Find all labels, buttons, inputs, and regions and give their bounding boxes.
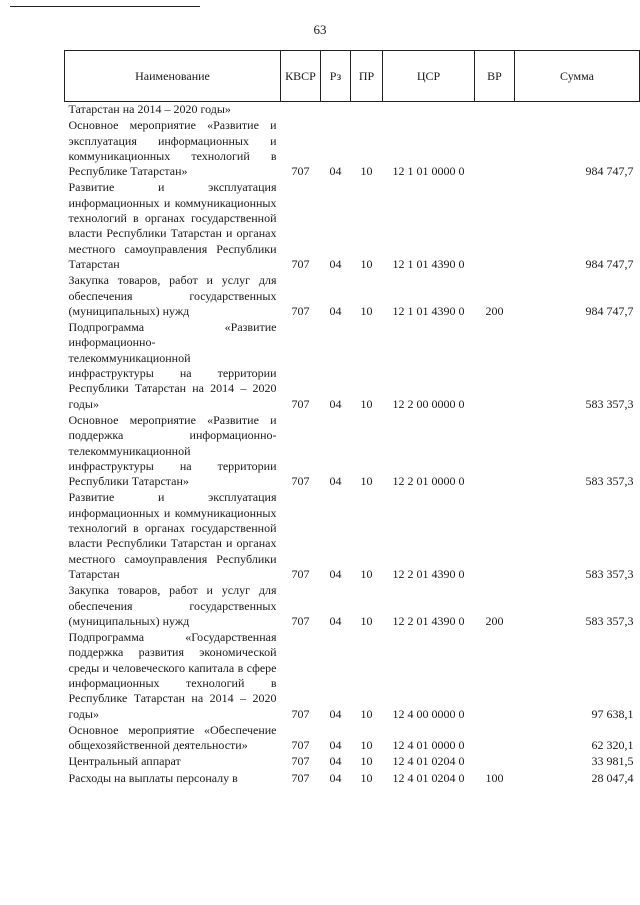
row-rz: 04	[329, 303, 342, 318]
row-csr: 12 1 01 0000 0	[392, 164, 465, 179]
table-row	[65, 118, 640, 180]
row-sum: 583 357,3	[585, 396, 634, 411]
row-kvsr: 707	[291, 256, 310, 271]
row-csr: 12 2 00 0000 0	[392, 396, 465, 411]
column-header-name: Наименование	[65, 51, 281, 102]
column-header-pr: ПР	[351, 51, 383, 102]
row-kvsr: 707	[291, 566, 310, 581]
budget-table-container	[64, 50, 639, 787]
row-sum: 97 638,1	[591, 706, 634, 721]
table-row	[65, 490, 640, 583]
row-name: Развитие и эксплуатация информационных и коммуникационных технологий в органах государственной власти Республики Татарстан и органах местного самоуправления Республики Татарстан	[68, 490, 277, 581]
column-header-csr: ЦСР	[383, 51, 475, 102]
row-name: Татарстан на 2014 – 2020 годы»	[68, 102, 231, 116]
row-vr	[475, 490, 515, 583]
row-csr: 12 2 01 4390 0	[392, 613, 465, 628]
row-pr: 10	[360, 613, 373, 628]
row-vr	[475, 413, 515, 490]
table-body	[65, 102, 640, 788]
row-rz: 04	[329, 613, 342, 628]
table-row	[65, 320, 640, 413]
row-sum: 28 047,4	[591, 770, 634, 785]
table-row	[65, 583, 640, 630]
row-kvsr: 707	[291, 770, 310, 785]
row-csr: 12 1 01 4390 0	[392, 256, 465, 271]
column-header-kvsr: КВСР	[281, 51, 321, 102]
table-row	[65, 273, 640, 320]
row-csr: 12 4 01 0000 0	[392, 738, 465, 753]
table-header-row	[65, 51, 640, 102]
row-rz: 04	[329, 396, 342, 411]
budget-table	[64, 50, 640, 787]
row-rz: 04	[329, 566, 342, 581]
row-vr	[475, 630, 515, 723]
row-kvsr: 707	[291, 303, 310, 318]
row-sum: 583 357,3	[585, 613, 634, 628]
table-row	[65, 180, 640, 273]
row-rz: 04	[329, 754, 342, 769]
row-name: Основное мероприятие «Развитие и эксплуатация информационных и коммуникационных технологий в Республике Татарстан»	[68, 118, 277, 179]
column-header-rz: Рз	[321, 51, 351, 102]
table-row	[65, 413, 640, 490]
row-kvsr	[281, 102, 321, 119]
row-kvsr: 707	[291, 474, 310, 489]
row-vr	[475, 102, 515, 119]
page-number: 63	[313, 22, 327, 37]
table-row	[65, 771, 640, 787]
row-pr: 10	[360, 303, 373, 318]
row-name: Закупка товаров, работ и услуг для обеспечения государственных (муниципальных) нужд	[68, 273, 277, 318]
row-name: Подпрограмма «Развитие информационно-телекоммуникационной инфраструктуры на территории Республики Татарстан на 2014 – 2020 годы»	[68, 320, 277, 411]
row-vr: 200	[485, 613, 504, 628]
table-row	[65, 102, 640, 119]
row-rz: 04	[329, 770, 342, 785]
row-csr: 12 4 01 0204 0	[392, 770, 465, 785]
row-name: Подпрограмма «Государственная поддержка развития экономической среды и человеческого капитала в сфере информационных технологий в Республике Татарстан на 2014 – 2020 годы»	[68, 630, 277, 721]
row-name: Основное мероприятие «Развитие и поддержка информационно-телекоммуникационной инфраструктуры на территории Республики Татарстан»	[68, 412, 277, 489]
row-sum: 62 320,1	[591, 738, 634, 753]
column-header-vr: ВР	[475, 51, 515, 102]
row-vr	[475, 723, 515, 755]
row-pr	[351, 102, 383, 119]
row-sum: 984 747,7	[585, 303, 634, 318]
row-csr: 12 2 01 4390 0	[392, 566, 465, 581]
table-row	[65, 754, 640, 770]
row-kvsr: 707	[291, 613, 310, 628]
row-kvsr: 707	[291, 396, 310, 411]
row-rz: 04	[329, 738, 342, 753]
row-vr: 100	[485, 770, 504, 785]
row-rz: 04	[329, 474, 342, 489]
table-row	[65, 630, 640, 723]
row-pr: 10	[360, 770, 373, 785]
row-pr: 10	[360, 566, 373, 581]
row-csr: 12 1 01 4390 0	[392, 303, 465, 318]
row-rz: 04	[329, 706, 342, 721]
row-kvsr: 707	[291, 738, 310, 753]
row-vr	[475, 180, 515, 273]
row-pr: 10	[360, 164, 373, 179]
header-rule	[10, 6, 200, 7]
row-pr: 10	[360, 474, 373, 489]
row-csr: 12 4 01 0204 0	[392, 754, 465, 769]
row-sum: 583 357,3	[585, 474, 634, 489]
row-csr: 12 4 00 0000 0	[392, 706, 465, 721]
row-name: Развитие и эксплуатация информационных и коммуникационных технологий в органах государственной власти Республики Татарстан и органах местного самоуправления Республики Татарстан	[68, 180, 277, 271]
row-pr: 10	[360, 396, 373, 411]
row-vr	[475, 320, 515, 413]
row-rz: 04	[329, 164, 342, 179]
table-row	[65, 723, 640, 755]
row-pr: 10	[360, 706, 373, 721]
row-rz: 04	[329, 256, 342, 271]
row-kvsr: 707	[291, 754, 310, 769]
row-vr	[475, 118, 515, 180]
row-sum: 984 747,7	[585, 164, 634, 179]
row-vr: 200	[485, 303, 504, 318]
row-sum: 984 747,7	[585, 256, 634, 271]
row-csr	[383, 102, 475, 119]
row-pr: 10	[360, 738, 373, 753]
row-kvsr: 707	[291, 706, 310, 721]
row-rz	[321, 102, 351, 119]
row-vr	[475, 754, 515, 770]
row-sum	[515, 102, 640, 119]
row-name: Закупка товаров, работ и услуг для обеспечения государственных (муниципальных) нужд	[68, 583, 277, 628]
row-kvsr: 707	[291, 164, 310, 179]
row-pr: 10	[360, 256, 373, 271]
row-name: Основное мероприятие «Обеспечение общехозяйственной деятельности»	[68, 722, 277, 753]
row-sum: 33 981,5	[591, 754, 634, 769]
column-header-sum: Сумма	[515, 51, 640, 102]
row-name: Расходы на выплаты персоналу в	[68, 770, 238, 785]
row-sum: 583 357,3	[585, 566, 634, 581]
row-csr: 12 2 01 0000 0	[392, 474, 465, 489]
row-pr: 10	[360, 754, 373, 769]
row-name: Центральный аппарат	[68, 754, 181, 769]
